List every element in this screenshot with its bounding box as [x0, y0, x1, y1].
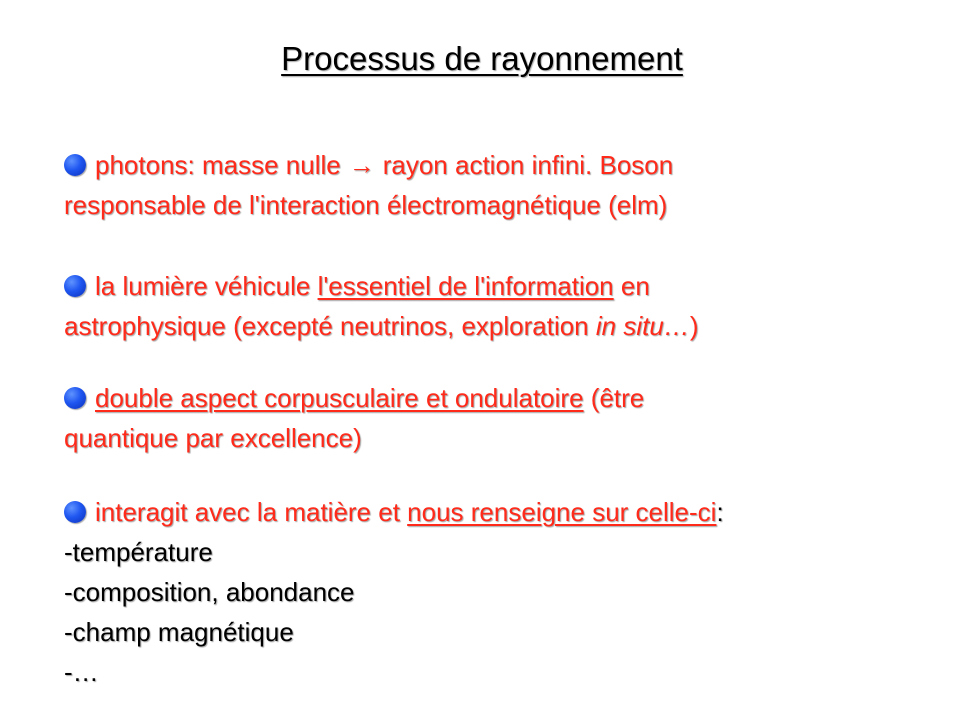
bullet-text: astrophysique (excepté neutrinos, exploration	[64, 311, 589, 341]
bullet-interagit	[64, 492, 934, 692]
bullet-line	[64, 306, 934, 346]
bullet-text: rayon action infini. Boson	[382, 150, 674, 180]
italic-text: in situ…	[595, 311, 690, 341]
underlined-text: double aspect corpusculaire et ondulatoire	[95, 383, 584, 413]
bullet-text: )	[689, 311, 699, 341]
slide-title: Processus de rayonnement	[281, 40, 683, 77]
list-item: -composition, abondance	[64, 577, 355, 607]
bullet-text: interagit avec la matière et	[95, 497, 400, 527]
blue-circle-bullet-icon	[64, 275, 86, 297]
bullet-line	[64, 378, 934, 418]
underlined-text: nous renseigne sur celle-ci	[407, 497, 717, 527]
blue-circle-bullet-icon	[64, 387, 86, 409]
list-item: -température	[64, 537, 213, 567]
blue-circle-bullet-icon	[64, 501, 86, 523]
bullet-double-aspect	[64, 378, 934, 458]
underlined-text: l'essentiel de l'information	[317, 271, 614, 301]
list-item: -champ magnétique	[64, 617, 294, 647]
blue-circle-bullet-icon	[64, 154, 86, 176]
bullet-line	[64, 266, 934, 306]
bullet-photons	[64, 145, 934, 225]
bullet-line	[64, 145, 934, 185]
bullet-line	[64, 492, 934, 532]
bullet-lumiere	[64, 266, 934, 346]
bullet-line: responsable de l'interaction électromagnétique (elm)	[64, 190, 668, 220]
list-item: -…	[64, 657, 99, 687]
bullet-text: la lumière véhicule	[95, 271, 311, 301]
right-arrow-icon: →	[348, 150, 375, 180]
bullet-text: :	[716, 497, 724, 527]
bullet-text: (être	[590, 383, 645, 413]
bullet-line: quantique par excellence)	[64, 423, 362, 453]
bullet-text: photons: masse nulle	[95, 150, 341, 180]
bullet-text: en	[620, 271, 650, 301]
